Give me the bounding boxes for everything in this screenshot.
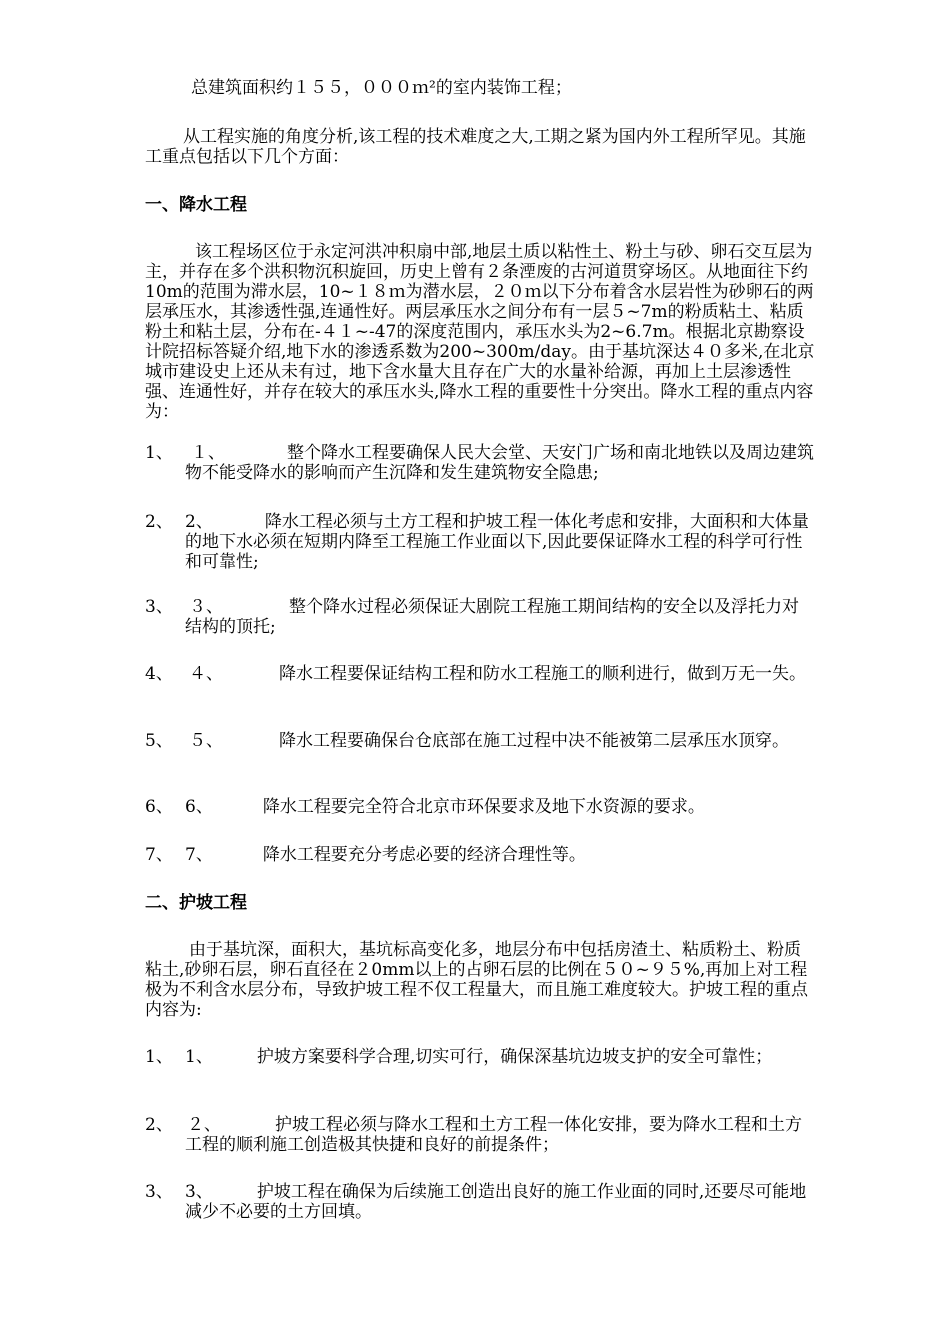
list-body: 护坡工程在确保为后续施工创造出良好的施工作业面的同时,还要尽可能地减少不必要的土方回填。 [185,1182,807,1222]
list-subnumber: 3、 [185,1182,213,1202]
list-text [185,731,815,751]
analysis-paragraph: 从工程实施的角度分析,该工程的技术难度之大,工期之紧为国内外工程所罕见。其施工重点包括以下几个方面： [145,127,806,167]
list-number: 2、 [145,1115,173,1135]
list-subnumber: 1、 [185,1047,213,1067]
list-body: 降水工程要完全符合北京市环保要求及地下水资源的要求。 [262,797,705,817]
list-text [185,1182,815,1222]
section-body-slope: 由于基坑深，面积大，基坑标高变化多，地层分布中包括房渣土、粘质粉土、粉质粘土,砂卵石层，卵石直径在２0mm以上的占卵石层的比例在５０~９５%,再加上对工程极为不利含水层分布，导致护坡工程不仅工程量大，而且施工难度较大。护坡工程的重点内容为: [145,940,808,1020]
list-body: 护坡方案要科学合理,切实可行，确保深基坑边坡支护的安全可靠性； [256,1047,773,1067]
list-number: 6、 [145,797,173,817]
list-subnumber: 7、 [185,845,213,865]
list-body: 降水工程必须与土方工程和护坡工程一体化考虑和安排，大面积和大体量的地下水必须在短期内降至工程施工作业面以下,因此要保证降水工程的科学可行性和可靠性; [185,512,809,572]
list-text [185,443,815,483]
list-text [185,512,815,572]
list-text [185,664,815,684]
section-body-dewatering: 该工程场区位于永定河洪冲积扇中部,地层土质以粘性土、粉土与砂、卵石交互层为主，并存在多个洪积物沉积旋回，历史上曾有２条湮废的古河道贯穿场区。从地面往下约10m的范围为滞水层，10~１８ｍ为潜水层，２０ｍ以下分布着含水层岩性为砂卵石的两层承压水，其渗透性强,连通性好。两层承压水之间分布有一层５~7m的粉质粘土、粘质粉土和粘土层，分布在-４１~-47的深度范围内，承压水头为2~6.7m。根据北京勘察设计院招标答疑介绍,地下水的渗透系数为200~300m/day。由于基坑深达４０多米,在北京城市建设史上还从未有过，地下含水量大且存在广大的水量补给源，再加上土层渗透性强、连通性好，并存在较大的承压水头,降水工程的重要性十分突出。降水工程的重点内容为： [145,242,815,422]
list-body: 整个降水工程要确保人民大会堂、天安门广场和南北地铁以及周边建筑物不能受降水的影响而产生沉降和发生建筑物安全隐患; [185,443,814,483]
list-number: 2、 [145,512,173,532]
list-subnumber: ３、 [189,597,223,617]
list-text [185,797,815,817]
list-subnumber: ４、 [189,664,223,684]
list-body: 降水工程要保证结构工程和防水工程施工的顺利进行，做到万无一失。 [279,664,806,684]
section-heading-slope: 二、护坡工程 [145,893,247,913]
list-number: 3、 [145,597,173,617]
list-subnumber: 6、 [185,797,213,817]
list-subnumber: １、 [191,443,225,463]
list-text [185,597,815,637]
list-number: 5、 [145,731,173,751]
list-subnumber: 2、 [185,512,213,532]
list-number: 1、 [145,1047,173,1067]
list-text [185,1047,815,1067]
list-text [185,1115,815,1155]
list-body: 降水工程要确保台仓底部在施工过程中决不能被第二层承压水顶穿。 [279,731,789,751]
list-subnumber: ２、 [187,1115,221,1135]
list-body: 整个降水过程必须保证大剧院工程施工期间结构的安全以及浮托力对结构的顶托; [185,597,799,637]
list-text [185,845,815,865]
list-subnumber: ５、 [189,731,223,751]
list-number: 3、 [145,1182,173,1202]
list-number: 4、 [145,664,173,684]
list-body: 降水工程要充分考虑必要的经济合理性等。 [262,845,586,865]
list-number: 1、 [145,443,173,463]
intro-line: 总建筑面积约１５５，０００ｍ²的室内装饰工程； [191,78,572,98]
list-body: 护坡工程必须与降水工程和土方工程一体化安排，要为降水工程和土方工程的顺利施工创造极其快捷和良好的前提条件； [185,1115,802,1155]
list-number: 7、 [145,845,173,865]
section-heading-dewatering: 一、降水工程 [145,195,247,215]
